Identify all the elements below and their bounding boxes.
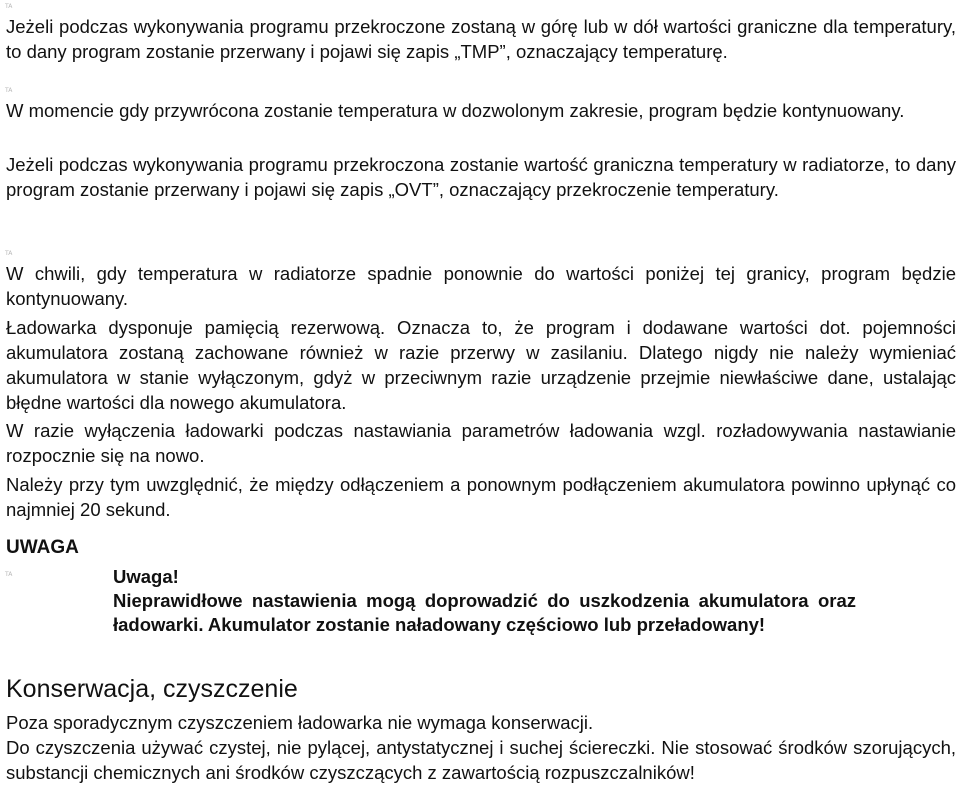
paragraph-reconnect-delay: Należy przy tym uwzględnić, że między odłączeniem a ponownym podłączeniem akumulatora powinno upłynąć co najmniej 20 sekund. [6, 474, 956, 520]
paragraph-ovt-warning: Jeżeli podczas wykonywania programu przekroczona zostanie wartość graniczna temperatury w radiatorze, to dany program zostanie przerwany i pojawi się zapis „OVT”, oznaczający przekroczenie temperatury. [6, 154, 956, 200]
page-marker: TA [5, 571, 13, 578]
page-marker: TA [5, 250, 13, 257]
maintenance-line-2: Do czyszczenia używać czystej, nie pylącej, antystatycznej i suchej ściereczki. Nie stosować środków szorujących, substancji chemicznych ani środków czyszczących z zawartością rozpuszczalników! [6, 737, 956, 783]
paragraph-memory: Ładowarka dysponuje pamięcią rezerwową. Oznacza to, że program i dodawane wartości dot. pojemności akumulatora zostaną zachowane również w razie przerwy w zasilaniu. Dlatego nigdy nie należy wymieniać akumulatora w stanie wyłączonym, gdyż w przeciwnym razie urządzenie przejmie niewłaściwe dane, ustalając błędne wartości dla nowego akumulatora. [6, 317, 956, 413]
section-title-maintenance: Konserwacja, czyszczenie [6, 675, 298, 703]
warning-title: Uwaga! [113, 566, 179, 587]
maintenance-line-1: Poza sporadycznym czyszczeniem ładowarka nie wymaga konserwacji. [6, 712, 594, 733]
paragraph-tmp-warning: Jeżeli podczas wykonywania programu przekroczone zostaną w górę lub w dół wartości graniczne dla temperatury, to dany program zostanie przerwany i pojawi się zapis „TMP”, oznaczający temperaturę. [6, 16, 956, 62]
page-marker: TA [5, 87, 13, 94]
uwaga-heading: UWAGA [6, 537, 79, 558]
warning-body: Nieprawidłowe nastawienia mogą doprowadzić do uszkodzenia akumulatora oraz ładowarki. Akumulator zostanie naładowany częściowo lub przeładowany! [113, 590, 856, 635]
paragraph-radiator-resume: W chwili, gdy temperatura w radiatorze spadnie ponownie do wartości poniżej tej granicy, program będzie kontynuowany. [6, 263, 956, 309]
page-marker: TA [5, 3, 13, 10]
paragraph-restart: W razie wyłączenia ładowarki podczas nastawiania parametrów ładowania wzgl. rozładowywania nastawianie rozpocznie się na nowo. [6, 420, 956, 466]
paragraph-temperature-resume: W momencie gdy przywrócona zostanie temperatura w dozwolonym zakresie, program będzie kontynuowany. [6, 100, 905, 121]
